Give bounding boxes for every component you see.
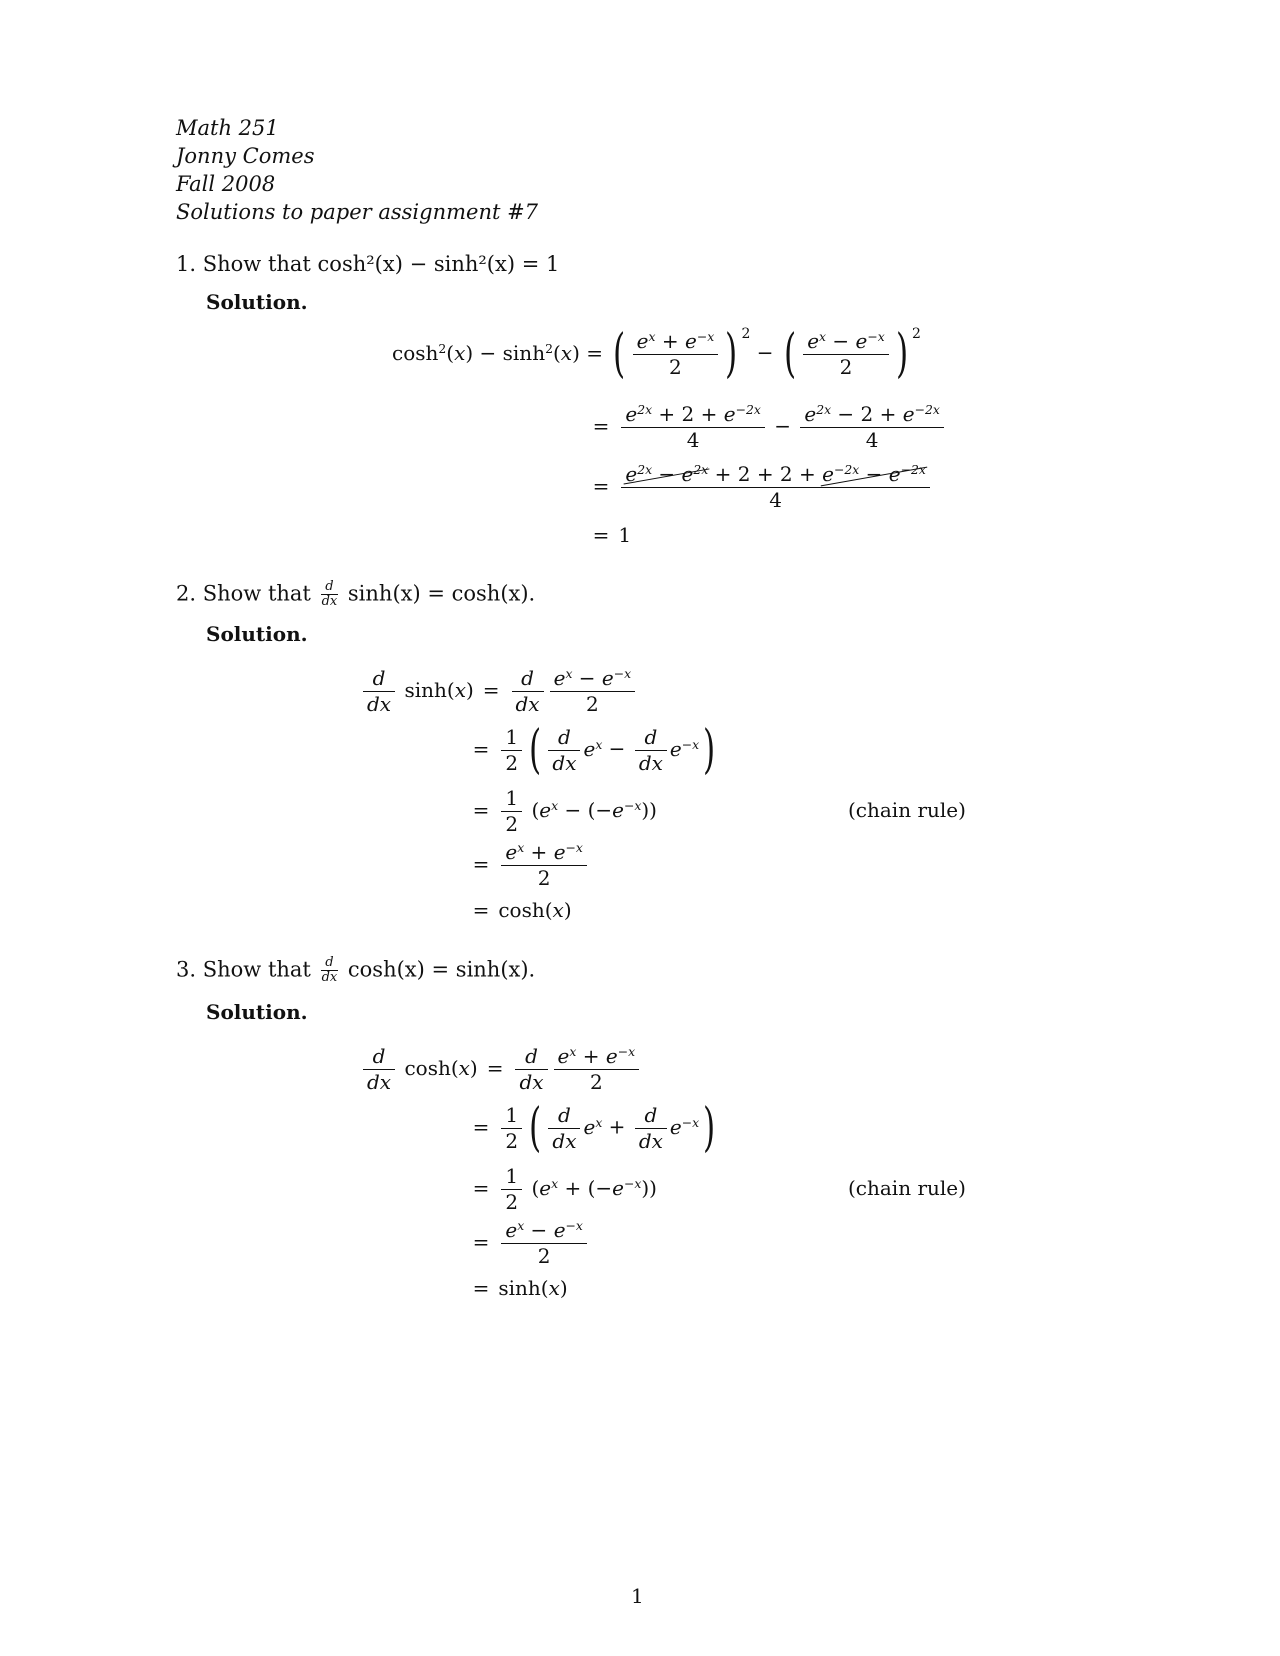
problem-1-solution-label: Solution. (206, 290, 308, 314)
problem-2-prefix: Show that (202, 581, 311, 606)
problem-2-equation-line-3: = $\frac{1}{2}$ $(e^x - (-e^{-x}))$ (472, 786, 657, 836)
author-name: Jonny Comes (176, 144, 315, 168)
problem-1-equation-line-4: = 1 (592, 523, 632, 547)
document-title: Solutions to paper assignment #7 (176, 200, 539, 224)
problem-2-equation-line-1: $\frac{d}{dx}$ sinh(x) = $\frac{d}{dx}$ $\frac{e^x - e^{-x}}{2}$ (360, 666, 638, 717)
problem-3-solution-label: Solution. (206, 1000, 308, 1024)
problem-1-statement (176, 252, 559, 276)
problem-3-suffix: cosh(x) = sinh(x). (347, 957, 536, 982)
problem-3-equation-line-5: = sinh(x) (472, 1276, 568, 1300)
problem-3-prefix: Show that (202, 957, 311, 982)
problem-1-equation-line-1: $\cosh^2(x) - \sinh^2(x)$ = ( $\frac{e^x + e^{-x}}{2}$ ) $^2$ − ( $\frac{e^x - e^{-x}}{2}$ ) $^2$ (392, 324, 921, 384)
problem-2-chain-rule-note: (chain rule) (848, 798, 966, 822)
page-number: 1 (631, 1584, 644, 1608)
problem-1-number: 1. (176, 252, 197, 276)
problem-1-equation-line-2: = $\frac{e^{2x} + 2 + e^{-2x}}{4}$ − $\frac{e^{2x} - 2 + e^{-2x}}{4}$ (590, 402, 947, 453)
problem-2-suffix: sinh(x) = cosh(x). (347, 581, 536, 606)
problem-2-number: 2. (176, 581, 197, 606)
problem-3-number: 3. (176, 957, 197, 982)
problem-3-statement: 3. Show that $\frac{d}{dx}$ cosh(x) = sinh(x). (176, 955, 536, 986)
problem-3-equation-line-2: = $\frac{1}{2}$ ( $\frac{d}{dx}$ $e^x$ + $\frac{d}{dx}$ $e^{-x}$) (472, 1098, 716, 1158)
problem-3-equation-line-4: = $\frac{e^x - e^{-x}}{2}$ (470, 1218, 590, 1269)
problem-3-equation-line-3: = $\frac{1}{2}$ $(e^x + (-e^{-x}))$ (472, 1164, 657, 1214)
problem-2-equation-line-2: = $\frac{1}{2}$ ( $\frac{d}{dx}$ $e^x$ − $\frac{d}{dx}$ $e^{-x}$) (472, 720, 716, 780)
term: Fall 2008 (176, 172, 276, 196)
problem-1-equation-line-3: = $\frac{e^{2x} - e^{2x} + 2 + 2 + e^{-2x} - e^{-2x}}{4}$ (590, 462, 933, 513)
problem-2-statement: 2. Show that $\frac{d}{dx}$ sinh(x) = cosh(x). (176, 579, 536, 610)
problem-2-equation-line-5: = cosh(x) (472, 898, 572, 922)
problem-3-chain-rule-note: (chain rule) (848, 1176, 966, 1200)
problem-2-solution-label: Solution. (206, 622, 308, 646)
problem-3-equation-line-1: $\frac{d}{dx}$ cosh(x) = $\frac{d}{dx}$ $\frac{e^x + e^{-x}}{2}$ (360, 1044, 642, 1095)
problem-1-text: Show that cosh²(x) − sinh²(x) = 1 (202, 252, 560, 276)
course-name: Math 251 (176, 116, 279, 140)
problem-2-equation-line-4: = $\frac{e^x + e^{-x}}{2}$ (470, 840, 590, 891)
